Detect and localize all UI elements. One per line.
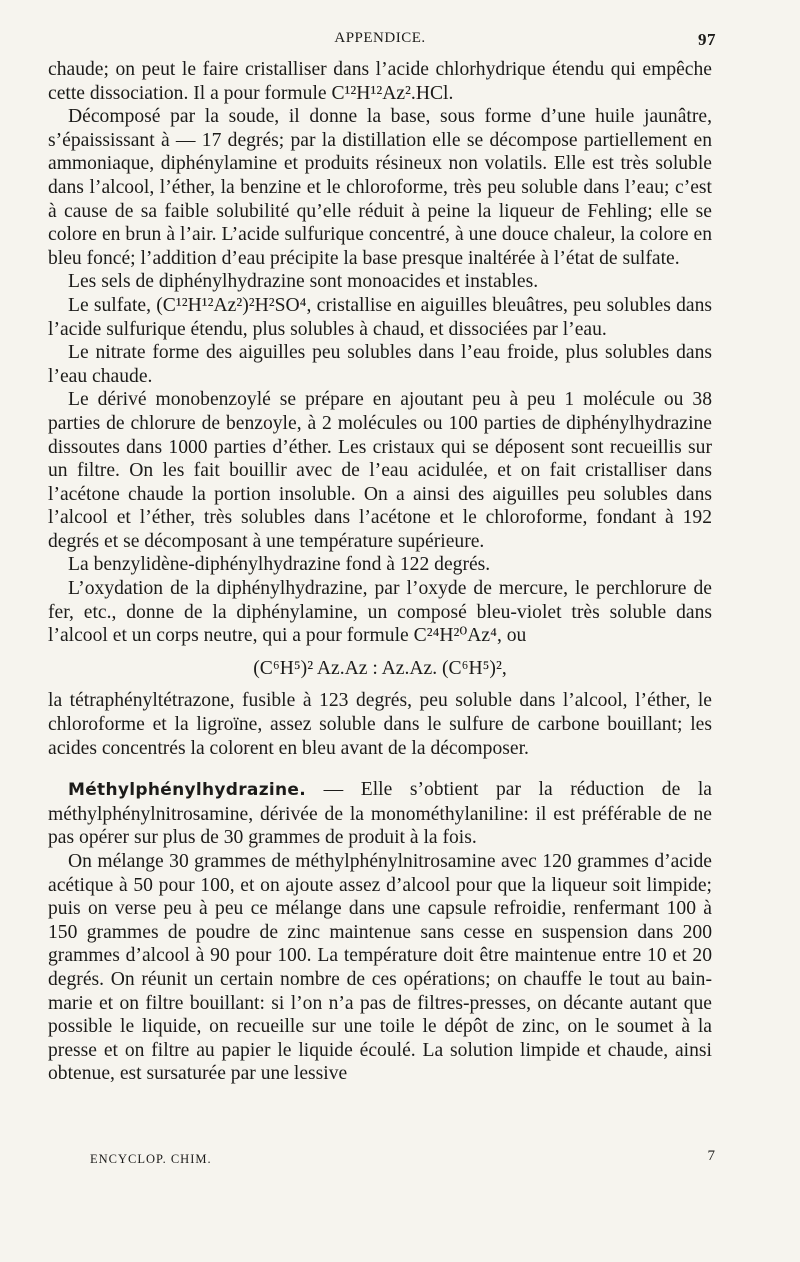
section-intro: — Elle s’obtient par la réduction de la méthylphénylnitrosamine, dérivée de la monométhylaniline: il est préférable de ne pas opérer sur plus de 30 grammes de produit à la fois.: [48, 779, 712, 849]
page-footer: [90, 1148, 716, 1167]
paragraph: Décomposé par la soude, il donne la base, sous forme d’une huile jaunâtre, s’épaississant à — 17 degrés; par la distillation elle se décompose partiellement en ammoniaque, diphénylamine et produits résineux non volatils. Elle est très soluble dans l’alcool, l’éther, la benzine et le chloroforme, très peu soluble dans l’eau; c’est à cause de sa faible solubilité qu’elle réduit à peine la liqueur de Fehling; elle se colore en brun à l’air. L’acide sulfurique concentré, à une douce chaleur, la colore en bleu foncé; l’addition d’eau précipite la base presque inaltérée à l’état de sulfate.: [48, 106, 712, 269]
paragraph: Les sels de diphénylhydrazine sont monoacides et instables.: [68, 271, 539, 293]
page-header: [48, 30, 716, 54]
section-paragraph: [48, 778, 712, 850]
paragraph: la tétraphényltétrazone, fusible à 123 degrés, peu soluble dans l’alcool, l’éther, le chloroforme et la ligroïne, assez soluble dans le sulfure de carbone bouillant; les acides concentrés la colorent en bleu avant de la décomposer.: [48, 690, 712, 759]
running-title: APPENDICE.: [334, 30, 426, 46]
paragraph: Le sulfate, (C¹²H¹²Az²)²H²SO⁴, cristallise en aiguilles bleuâtres, peu solubles dans l’acide sulfurique étendu, plus solubles à chaud, et dissociées par l’eau.: [48, 294, 712, 340]
paragraph: chaude; on peut le faire cristalliser dans l’acide chlorhydrique étendu qui empêche cette dissociation. Il a pour formule C¹²H¹²Az².HCl.: [48, 59, 712, 104]
paragraph: L’oxydation de la diphénylhydrazine, par l’oxyde de mercure, le perchlorure de fer, etc., donne de la diphénylamine, un composé bleu-violet très soluble dans l’alcool et un corps neutre, qui a pour formule C²⁴H²⁰Az⁴, ou: [48, 578, 712, 647]
section-title: Méthylphénylhydrazine.: [68, 780, 307, 801]
page-body: [48, 58, 712, 1086]
footer-imprint: ENCYCLOP. CHIM.: [90, 1152, 212, 1166]
paragraph: On mélange 30 grammes de méthylphénylnitrosamine avec 120 grammes d’acide acétique à 50 pour 100, et on ajoute assez d’alcool pour que la liqueur soit limpide; puis on verse peu à peu ce mélange dans une capsule refroidie, renfermant 100 à 150 grammes de poudre de zinc maintenue sans cesse en suspension dans 200 grammes d’alcool à 90 pour 100. La température doit être maintenue entre 10 et 20 degrés. On réunit un certain nombre de ces opérations; on chauffe le tout au bain-marie et on filtre bouillant: si l’on n’a pas de filtres-presses, on décante autant que possible le liquide, on recueille sur une toile le dépôt de zinc, on le soumet à la presse et on filtre au papier le liquide écoulé. La solution limpide et chaude, ainsi obtenue, est sursaturée par une lessive: [48, 851, 712, 1085]
signature-mark: 7: [707, 1148, 716, 1164]
page-number: 97: [698, 30, 716, 49]
chemical-formula: (C⁶H⁵)² Az.Az : Az.Az. (C⁶H⁵)²,: [253, 657, 507, 679]
paragraph: La benzylidène-diphénylhydrazine fond à 122 degrés.: [68, 554, 491, 576]
paragraph: Le nitrate forme des aiguilles peu solubles dans l’eau froide, plus solubles dans l’eau chaude.: [48, 342, 712, 387]
paragraph: Le dérivé monobenzoylé se prépare en ajoutant peu à peu 1 molécule ou 38 parties de chlorure de benzoyle, à 2 molécules ou 100 parties de diphénylhydrazine dissoutes dans 1000 parties d’éther. Les cristaux qui se déposent sont recueillis sur un filtre. On les fait bouillir avec de l’eau acidulée, et on fait cristalliser dans l’acétone chaude la portion insoluble. On a ainsi des aiguilles peu solubles dans l’alcool et l’éther, très solubles dans l’acétone et le chloroforme, fondant à 192 degrés et se décomposant à une température supérieure.: [48, 389, 712, 552]
